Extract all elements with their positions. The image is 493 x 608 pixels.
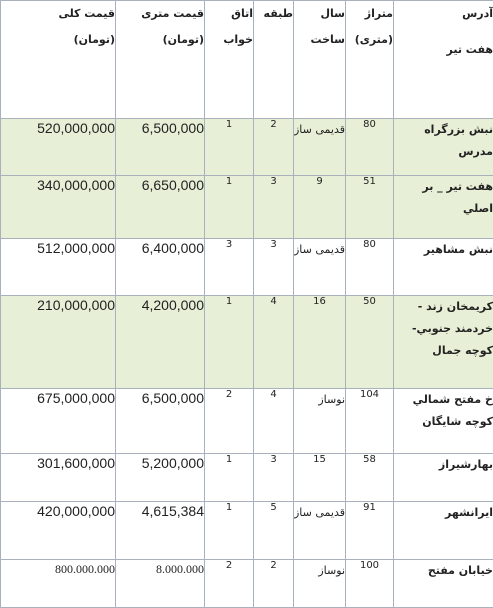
area-cell: 51 <box>346 176 394 239</box>
header-total-price-unit: (تومان) <box>74 33 115 46</box>
floor-cell: 2 <box>254 119 294 176</box>
area-cell: 100 <box>346 560 394 608</box>
header-address-label: آدرس <box>394 1 493 27</box>
year-cell: نوساز <box>294 560 346 608</box>
table-row <box>1 454 493 502</box>
area-cell: 91 <box>346 502 394 560</box>
address-cell: کریمخان زند - خردمند جنوبي- کوچه جمال <box>394 296 493 389</box>
header-year-label: سال ساخت <box>310 7 345 46</box>
bedrooms-cell: 1 <box>205 454 254 502</box>
unit-price-cell: 8.000.000 <box>116 560 205 608</box>
table-row <box>1 502 493 560</box>
total-price-cell: 800.000.000 <box>1 560 116 608</box>
floor-cell: 3 <box>254 454 294 502</box>
header-area-unit: (متری) <box>355 33 393 46</box>
floor-cell: 4 <box>254 296 294 389</box>
total-price-cell: 210,000,000 <box>1 296 116 389</box>
header-area-label: متراژ <box>365 7 393 20</box>
year-cell: قدیمی ساز <box>294 119 346 176</box>
header-bedrooms <box>205 1 254 119</box>
table-row <box>1 560 493 608</box>
header-year <box>294 1 346 119</box>
header-address <box>394 1 493 119</box>
header-floor-label: طبقه <box>264 7 293 20</box>
floor-cell: 4 <box>254 389 294 454</box>
total-price-cell: 675,000,000 <box>1 389 116 454</box>
total-price-cell: 301,600,000 <box>1 454 116 502</box>
table-row <box>1 176 493 239</box>
header-area <box>346 1 394 119</box>
address-cell: ایرانشهر <box>394 502 493 560</box>
floor-cell: 3 <box>254 239 294 296</box>
bedrooms-cell: 2 <box>205 560 254 608</box>
table-row <box>1 389 493 454</box>
area-cell: 50 <box>346 296 394 389</box>
year-cell: قدیمی ساز <box>294 502 346 560</box>
bedrooms-cell: 1 <box>205 119 254 176</box>
header-unit-price-label: قیمت متری <box>141 7 204 20</box>
year-cell: قدیمی ساز <box>294 239 346 296</box>
floor-cell: 3 <box>254 176 294 239</box>
table-row <box>1 119 493 176</box>
address-cell: خيابان مفتح <box>394 560 493 608</box>
unit-price-cell: 6,650,000 <box>116 176 205 239</box>
header-total-price-label: قیمت کلی <box>58 7 115 20</box>
header-address-subtitle: هفت تیر <box>394 37 493 63</box>
total-price-cell: 520,000,000 <box>1 119 116 176</box>
floor-cell: 2 <box>254 560 294 608</box>
area-cell: 104 <box>346 389 394 454</box>
bedrooms-cell: 1 <box>205 502 254 560</box>
year-cell: 16 <box>294 296 346 389</box>
floor-cell: 5 <box>254 502 294 560</box>
unit-price-cell: 6,400,000 <box>116 239 205 296</box>
header-bedrooms-label: اتاق خواب <box>223 7 253 46</box>
area-cell: 80 <box>346 119 394 176</box>
unit-price-cell: 5,200,000 <box>116 454 205 502</box>
address-cell: بهارشیراز <box>394 454 493 502</box>
unit-price-cell: 6,500,000 <box>116 389 205 454</box>
year-cell: نوساز <box>294 389 346 454</box>
bedrooms-cell: 3 <box>205 239 254 296</box>
area-cell: 58 <box>346 454 394 502</box>
header-unit-price <box>116 1 205 119</box>
bedrooms-cell: 1 <box>205 296 254 389</box>
address-cell: هفت تیر _ بر اصلي <box>394 176 493 239</box>
header-floor <box>254 1 294 119</box>
unit-price-cell: 4,200,000 <box>116 296 205 389</box>
year-cell: 9 <box>294 176 346 239</box>
total-price-cell: 512,000,000 <box>1 239 116 296</box>
unit-price-cell: 4,615,384 <box>116 502 205 560</box>
header-unit-price-unit: (تومان) <box>163 33 204 46</box>
area-cell: 80 <box>346 239 394 296</box>
header-total-price <box>1 1 116 119</box>
address-cell: خ مفتح شمالي کوچه شايگان <box>394 389 493 454</box>
unit-price-cell: 6,500,000 <box>116 119 205 176</box>
total-price-cell: 340,000,000 <box>1 176 116 239</box>
bedrooms-cell: 1 <box>205 176 254 239</box>
table-row <box>1 296 493 389</box>
header-row <box>1 1 493 119</box>
year-cell: 15 <box>294 454 346 502</box>
bedrooms-cell: 2 <box>205 389 254 454</box>
total-price-cell: 420,000,000 <box>1 502 116 560</box>
table-row <box>1 239 493 296</box>
address-cell: نبش مشاهیر <box>394 239 493 296</box>
address-cell: نبش بزرگراه مدرس <box>394 119 493 176</box>
